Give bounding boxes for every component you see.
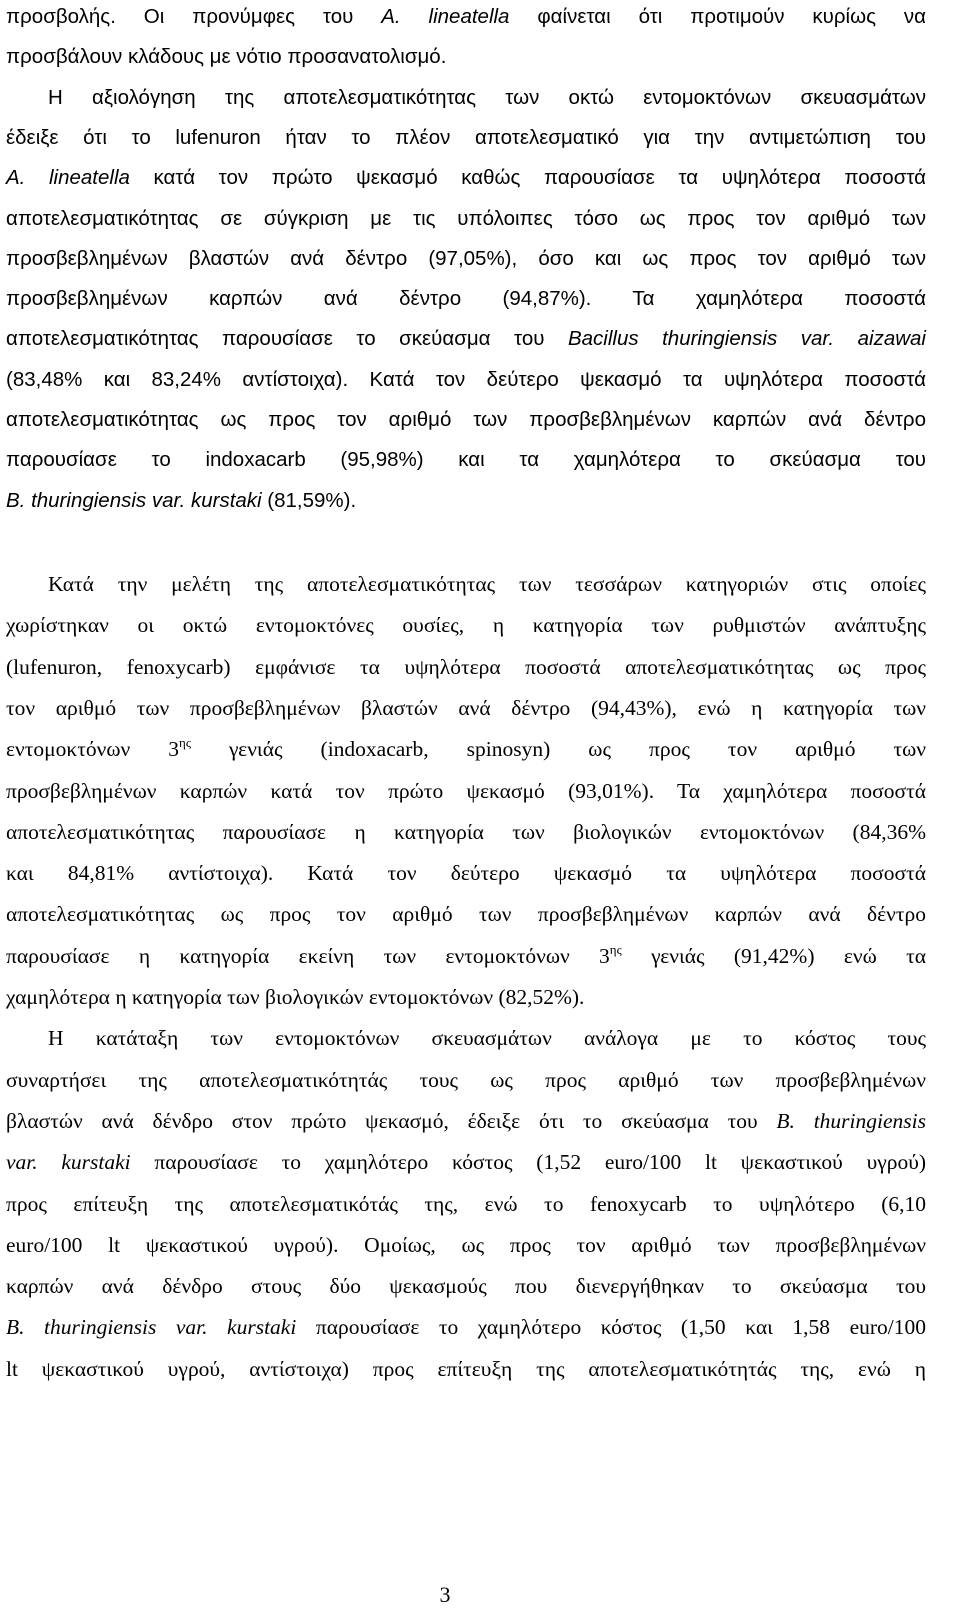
- text-segment: γενιάς (indoxacarb, spinosyn) ως προς τον αριθμό των: [191, 737, 927, 762]
- text-segment: euro/100 lt ψεκαστικού υγρού). Ομοίως, ως προς τον αριθμό των προσβεβλημένων: [6, 1232, 926, 1257]
- text-segment: χαμηλότερα η κατηγορία των βιολογικών εντομοκτόνων (82,52%).: [6, 985, 585, 1009]
- text-line: [48, 80, 926, 116]
- text-segment: παρουσίασε το χαμηλότερο κόστος (1,50 και 1,58 euro/100: [296, 1315, 927, 1340]
- text-line: [6, 442, 926, 478]
- text-line: [6, 321, 926, 357]
- text-segment: αποτελεσματικότητας σε σύγκριση με τις υπόλοιπες τόσο ως προς τον αριθμό των: [6, 206, 926, 230]
- text-segment: προσβάλουν κλάδους με νότιο προσανατολισμό.: [6, 45, 447, 69]
- text-segment: αποτελεσματικότητας παρουσίασε το σκεύασμα του: [6, 327, 568, 351]
- italic-text: A. lineatella: [6, 166, 130, 190]
- text-segment: συναρτήσει της αποτελεσματικότητάς τους ως προς αριθμό των προσβεβλημένων: [6, 1067, 926, 1092]
- text-segment: βλαστών ανά δένδρο στον πρώτο ψεκασμό, έδειξε ότι το σκεύασμα του: [6, 1108, 777, 1133]
- text-segment: Η κατάταξη των εντομοκτόνων σκευασμάτων ανάλογα με το κόστος τους: [48, 1026, 926, 1051]
- italic-text: B. thuringiensis: [776, 1108, 926, 1133]
- text-line: [6, 1103, 926, 1139]
- text-segment: καρπών ανά δένδρο στους δύο ψεκασμούς που διενεργήθηκαν το σκεύασμα του: [6, 1274, 926, 1299]
- text-line: [48, 1020, 926, 1056]
- text-line: [48, 566, 926, 602]
- text-segment: (83,48% και 83,24% αντίστοιχα). Κατά τον δεύτερο ψεκασμό τα υψηλότερα ποσοστά: [6, 367, 926, 391]
- text-line: [6, 814, 926, 850]
- text-segment: τον αριθμό των προσβεβλημένων βλαστών ανά δέντρο (94,43%), ενώ η κατηγορία των: [6, 695, 926, 720]
- text-line: [6, 160, 926, 196]
- text-segment: παρουσίασε η κατηγορία εκείνη των εντομοκτόνων 3: [6, 943, 610, 968]
- text-segment: προσβολής. Οι προνύμφες του: [6, 5, 382, 28]
- text-line: [6, 1186, 926, 1222]
- text-line: [6, 731, 926, 767]
- page-number: 3: [439, 1582, 451, 1607]
- text-line: [6, 362, 926, 398]
- text-line: [6, 120, 926, 156]
- superscript: ης: [179, 735, 191, 751]
- italic-text: A. lineatella: [381, 5, 510, 28]
- italic-text: var. kurstaki: [6, 1150, 131, 1175]
- italic-text: B. thuringiensis var. kurstaki: [6, 1315, 297, 1340]
- text-line: [6, 607, 926, 643]
- text-segment: παρουσίασε το χαμηλότερο κόστος (1,52 euro/100 lt ψεκαστικού υγρού): [130, 1150, 926, 1175]
- text-line: [6, 1062, 926, 1098]
- text-segment: φαίνεται ότι προτιμούν κυρίως να: [509, 5, 926, 28]
- text-segment: lt ψεκαστικού υγρού, αντίστοιχα) προς επίτευξη της αποτελεσματικότητάς της, ενώ η: [6, 1356, 926, 1381]
- text-line: [6, 201, 926, 237]
- italic-text: Bacillus thuringiensis var. aizawai: [567, 327, 926, 351]
- text-line: [6, 855, 926, 891]
- text-line: [6, 979, 926, 1015]
- text-line: [6, 938, 926, 974]
- text-segment: αποτελεσματικότητας ως προς τον αριθμό των προσβεβλημένων καρπών ανά δέντρο: [6, 408, 926, 431]
- text-line: [6, 1144, 926, 1180]
- text-line: [6, 690, 926, 726]
- text-line: [6, 402, 926, 438]
- text-line: [6, 1227, 926, 1263]
- text-segment: αποτελεσματικότητας ως προς τον αριθμό των προσβεβλημένων καρπών ανά δέντρο: [6, 902, 926, 927]
- text-segment: (81,59%).: [261, 488, 357, 512]
- text-segment: παρουσίασε το indoxacarb (95,98%) και τα χαμηλότερα το σκεύασμα του: [6, 448, 926, 472]
- text-segment: κατά τον πρώτο ψεκασμό καθώς παρουσίασε τα υψηλότερα ποσοστά: [129, 166, 927, 190]
- text-segment: χωρίστηκαν οι οκτώ εντομοκτόνες ουσίες, η κατηγορία των ρυθμιστών ανάπτυξης: [6, 613, 926, 638]
- text-line: [6, 1309, 926, 1345]
- text-line: [6, 1268, 926, 1304]
- text-line: [6, 281, 926, 317]
- text-segment: αποτελεσματικότητας παρουσίασε η κατηγορία των βιολογικών εντομοκτόνων (84,36%: [6, 819, 926, 844]
- text-segment: Κατά την μελέτη της αποτελεσματικότητας των τεσσάρων κατηγοριών στις οποίες: [48, 572, 926, 596]
- text-segment: γενιάς (91,42%) ενώ τα: [621, 943, 926, 968]
- text-line: [6, 483, 926, 519]
- superscript: ης: [609, 941, 622, 957]
- italic-text: B. thuringiensis var. kurstaki: [6, 488, 262, 512]
- text-line: [6, 1351, 926, 1387]
- text-line: [6, 649, 926, 685]
- text-segment: προσβεβλημένων βλαστών ανά δέντρο (97,05%), όσο και ως προς τον αριθμό των: [6, 246, 926, 270]
- text-line: [6, 896, 926, 932]
- text-line: [6, 0, 926, 35]
- text-segment: εντομοκτόνων 3: [6, 737, 180, 762]
- text-line: [6, 241, 926, 277]
- text-line: [6, 773, 926, 809]
- text-segment: προσβεβλημένων καρπών ανά δέντρο (94,87%). Τα χαμηλότερα ποσοστά: [6, 287, 926, 311]
- text-segment: Η αξιολόγηση της αποτελεσματικότητας των οκτώ εντομοκτόνων σκευασμάτων: [48, 85, 926, 109]
- text-segment: και 84,81% αντίστοιχα). Κατά τον δεύτερο ψεκασμό τα υψηλότερα ποσοστά: [6, 861, 926, 886]
- text-segment: (lufenuron, fenoxycarb) εμφάνισε τα υψηλότερα ποσοστά αποτελεσματικότητας ως προς: [6, 654, 926, 679]
- text-segment: έδειξε ότι το lufenuron ήταν το πλέον αποτελεσματικό για την αντιμετώπιση του: [6, 125, 926, 149]
- text-line: [6, 39, 926, 75]
- text-segment: προς επίτευξη της αποτελεσματικότάς της, ενώ το fenoxycarb το υψηλότερο (6,10: [6, 1191, 926, 1216]
- text-segment: προσβεβλημένων καρπών κατά τον πρώτο ψεκασμό (93,01%). Τα χαμηλότερα ποσοστά: [6, 778, 926, 803]
